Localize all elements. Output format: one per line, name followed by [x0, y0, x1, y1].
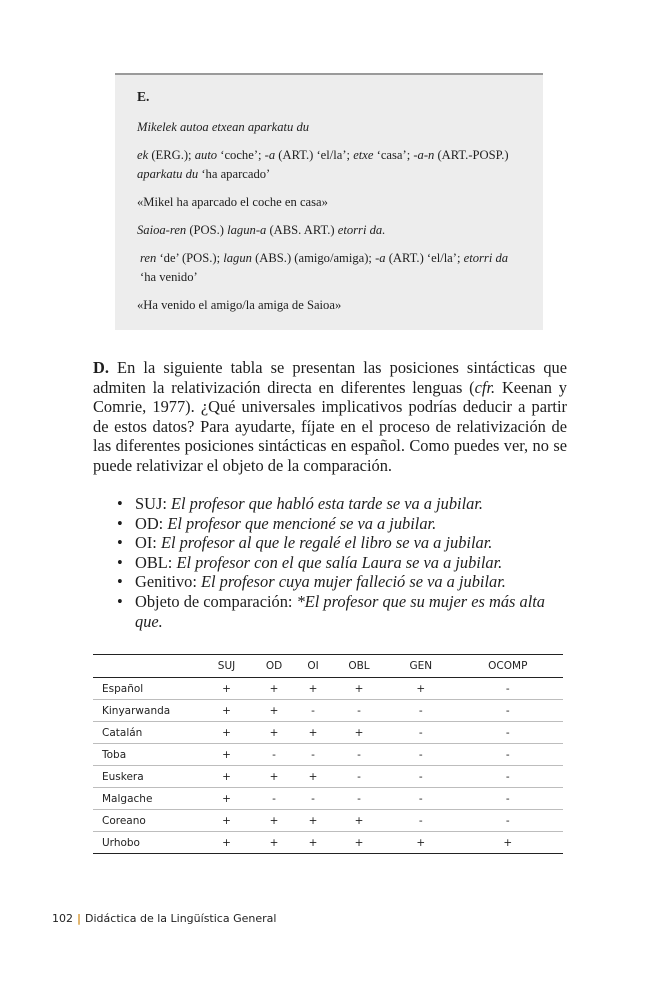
- table-row: [93, 788, 563, 810]
- table-cell-language: Urhobo: [93, 832, 202, 854]
- table-cell: +: [297, 678, 329, 700]
- table-cell: -: [389, 744, 453, 766]
- table-cell: +: [297, 810, 329, 832]
- table-header: OD: [265, 660, 283, 672]
- table-cell: -: [297, 700, 329, 722]
- list-item: • SUJ: El profesor que habló esta tarde se va a jubilar.: [117, 494, 483, 513]
- list-item: • Objeto de comparación: *El profesor que su mujer es más alta que.: [117, 591, 546, 631]
- list-item: • OBL: El profesor con el que salía Laura se va a jubilar.: [117, 552, 503, 572]
- table-row: [93, 766, 563, 788]
- table-row: [93, 810, 563, 832]
- example-translation-1: «Mikel ha aparcado el coche en casa»: [137, 195, 328, 209]
- table-cell: +: [202, 744, 251, 766]
- question-paragraph: D. En la siguiente tabla se presentan las posiciones sintácticas que admiten la relativización directa en diferentes lenguas (cfr. Keenan y Comrie, 1977). ¿Qué universales implicativos podrías deducir a partir de estos datos? Para ayudarte, fíjate en el proceso de relativización de las diferentes posiciones sintácticas en español. Como puedes ver, no se puede relativizar el objeto de la comparación.: [93, 358, 567, 475]
- table-cell-language: Euskera: [93, 766, 202, 788]
- table-cell-language: Catalán: [93, 722, 202, 744]
- table-cell: +: [202, 700, 251, 722]
- table-cell: -: [453, 700, 563, 722]
- table-cell: +: [202, 722, 251, 744]
- table-cell: -: [329, 700, 389, 722]
- table-cell: -: [251, 744, 297, 766]
- table-cell: +: [297, 832, 329, 854]
- table-cell: -: [453, 766, 563, 788]
- table-cell: +: [389, 832, 453, 854]
- table-cell-language: Toba: [93, 744, 202, 766]
- table-row: [93, 678, 563, 700]
- table-row: [93, 832, 563, 854]
- table-cell: -: [389, 700, 453, 722]
- table-cell: -: [453, 744, 563, 766]
- table-cell: +: [329, 810, 389, 832]
- table-cell: -: [453, 722, 563, 744]
- example-heading: E.: [137, 89, 150, 104]
- table-header: OCOMP: [488, 660, 528, 672]
- table-cell: -: [297, 788, 329, 810]
- page-number: 102: [52, 912, 73, 925]
- list-item: • OD: El profesor que mencioné se va a jubilar.: [117, 513, 437, 533]
- table-cell: +: [453, 832, 563, 854]
- table-cell: +: [329, 678, 389, 700]
- example-gloss-2: ren ‘de’ (POS.); lagun (ABS.) (amigo/amiga); -a (ART.) ‘el/la’; etorri da ‘ha venido’: [140, 251, 509, 284]
- list-item: • Genitivo: El profesor cuya mujer falleció se va a jubilar.: [117, 572, 506, 592]
- table-cell: -: [329, 766, 389, 788]
- table-cell: -: [329, 744, 389, 766]
- example-box: [115, 73, 543, 330]
- table-cell-language: Coreano: [93, 810, 202, 832]
- table-cell: +: [329, 722, 389, 744]
- table-cell: +: [202, 810, 251, 832]
- question-label: D.: [93, 358, 109, 377]
- example-list: [115, 494, 570, 631]
- table-cell: +: [251, 832, 297, 854]
- table-cell-language: Kinyarwanda: [93, 700, 202, 722]
- table-cell: +: [251, 722, 297, 744]
- table-cell: +: [329, 832, 389, 854]
- relativization-table: [93, 654, 563, 854]
- table-header: GEN: [409, 660, 433, 672]
- table-cell: +: [251, 810, 297, 832]
- table-cell: -: [389, 810, 453, 832]
- table-cell: +: [251, 766, 297, 788]
- table-header-row: [93, 655, 563, 678]
- book-title: Didáctica de la Lingüística General: [85, 912, 277, 925]
- example-sentence-2: Saioa-ren (POS.) lagun-a (ABS. ART.) etorri da.: [137, 223, 386, 237]
- table-cell: -: [251, 788, 297, 810]
- table-row: [93, 700, 563, 722]
- table-cell: +: [202, 678, 251, 700]
- table-header: [93, 655, 202, 678]
- table-header: OI: [307, 660, 319, 672]
- table-cell: -: [389, 788, 453, 810]
- table-cell: -: [453, 678, 563, 700]
- table-cell: +: [202, 832, 251, 854]
- list-item: • OI: El profesor al que le regalé el libro se va a jubilar.: [117, 533, 493, 553]
- table-header: OBL: [348, 660, 370, 672]
- footer-separator: |: [77, 912, 82, 925]
- table-row: [93, 744, 563, 766]
- example-gloss-1: ek (ERG.); auto ‘coche’; -a (ART.) ‘el/la’; etxe ‘casa’; -a-n (ART.-POSP.) aparkatu du ‘ha aparcado’: [137, 148, 509, 181]
- example-translation-2: «Ha venido el amigo/la amiga de Saioa»: [137, 298, 342, 312]
- table-cell: -: [389, 766, 453, 788]
- page-footer: [52, 912, 276, 925]
- table-cell-language: Español: [93, 678, 202, 700]
- table-header: SUJ: [217, 660, 236, 672]
- table-cell: -: [389, 722, 453, 744]
- example-sentence-1: Mikelek autoa etxean aparkatu du: [137, 120, 310, 134]
- table-cell: +: [251, 678, 297, 700]
- table-cell: -: [453, 788, 563, 810]
- table-cell: -: [329, 788, 389, 810]
- table-cell: +: [251, 700, 297, 722]
- table-cell: +: [202, 788, 251, 810]
- table-row: [93, 722, 563, 744]
- table-cell: +: [202, 766, 251, 788]
- table-cell: -: [297, 744, 329, 766]
- table-cell: +: [389, 678, 453, 700]
- table-cell-language: Malgache: [93, 788, 202, 810]
- table-cell: +: [297, 766, 329, 788]
- table-cell: -: [453, 810, 563, 832]
- table-cell: +: [297, 722, 329, 744]
